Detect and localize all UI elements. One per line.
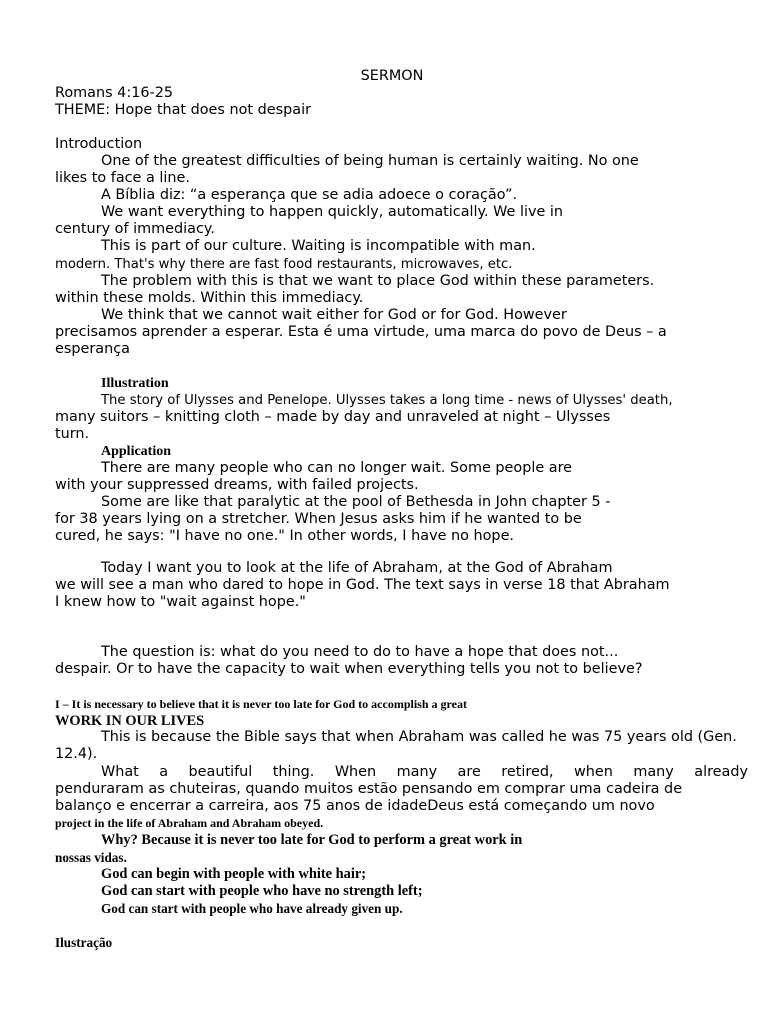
illustration-line: many suitors – knitting cloth – made by day and unraveled at night – Ulysses [55, 409, 611, 425]
illustration-line: The story of Ulysses and Penelope. Ulysses takes a long time - news of Ulysses' death, [101, 393, 673, 408]
point-one-line: penduraram as chuteiras, quando muitos estão pensando em comprar uma cadeira de [55, 781, 683, 797]
point-one-line: This is because the Bible says that when Abraham was called he was 75 years old (Gen. [101, 729, 737, 745]
point-one-heading-continued: WORK IN OUR LIVES [55, 713, 205, 729]
intro-line: This is part of our culture. Waiting is incompatible with man. [101, 238, 536, 254]
question-line: The question is: what do you need to do to have a hope that does not... [101, 644, 619, 660]
point-one-line: What a beautiful thing. When many are retired, when many already [101, 764, 748, 780]
point-one-line: 12.4). [55, 746, 98, 762]
intro-line: precisamos aprender a esperar. Esta é uma virtude, uma marca do povo de Deus – a [55, 324, 667, 340]
point-one-bold-line: nossas vidas. [55, 850, 127, 865]
intro-line: within these molds. Within this immediacy. [55, 290, 364, 306]
point-one-bold-line: project in the life of Abraham and Abraham obeyed. [55, 816, 324, 830]
point-one-bold-line: Why? Because it is never too late for God to perform a great work in [101, 832, 523, 848]
application-line: for 38 years lying on a stretcher. When Jesus asks him if he wanted to be [55, 511, 582, 527]
intro-line: esperança [55, 341, 130, 357]
intro-line: modern. That's why there are fast food restaurants, microwaves, etc. [55, 257, 513, 272]
illustration-heading: Illustration [101, 376, 169, 391]
intro-line: One of the greatest difficulties of being human is certainly waiting. No one [101, 153, 639, 169]
page-title: SERMON [360, 68, 424, 84]
intro-line: We want everything to happen quickly, automatically. We live in [101, 204, 564, 220]
application-line: cured, he says: "I have no one." In other words, I have no hope. [55, 528, 514, 544]
abraham-line: I knew how to "wait against hope." [55, 594, 306, 610]
point-one-bold-line: God can begin with people with white hair; [101, 866, 367, 882]
intro-line: The problem with this is that we want to place God within these parameters. [101, 273, 655, 289]
point-one-bold-line: God can start with people who have already given up. [101, 901, 403, 916]
scripture-reference: Romans 4:16-25 [55, 85, 174, 101]
introduction-heading: Introduction [55, 136, 143, 152]
intro-line: A Bíblia diz: “a esperança que se adia adoece o coração”. [101, 187, 518, 203]
intro-line: century of immediacy. [55, 221, 215, 237]
application-line: Some are like that paralytic at the pool of Bethesda in John chapter 5 - [101, 494, 611, 510]
abraham-line: we will see a man who dared to hope in God. The text says in verse 18 that Abraham [55, 577, 670, 593]
intro-line: We think that we cannot wait either for God or for God. However [101, 307, 567, 323]
abraham-line: Today I want you to look at the life of Abraham, at the God of Abraham [101, 560, 613, 576]
sermon-theme: THEME: Hope that does not despair [55, 102, 311, 118]
application-line: with your suppressed dreams, with failed projects. [55, 477, 419, 493]
point-one-heading: I – It is necessary to believe that it is never too late for God to accomplish a great [55, 697, 467, 711]
illustration-line: turn. [55, 426, 90, 442]
application-heading: Application [101, 444, 172, 459]
point-one-line: balanço e encerrar a carreira, aos 75 anos de idadeDeus está começando um novo [55, 798, 655, 814]
point-one-bold-line: God can start with people who have no strength left; [101, 883, 423, 899]
question-line: despair. Or to have the capacity to wait when everything tells you not to believe? [55, 661, 643, 677]
application-line: There are many people who can no longer wait. Some people are [101, 460, 573, 476]
intro-line: likes to face a line. [55, 170, 190, 186]
closing-illustration-heading: Ilustração [55, 935, 113, 950]
